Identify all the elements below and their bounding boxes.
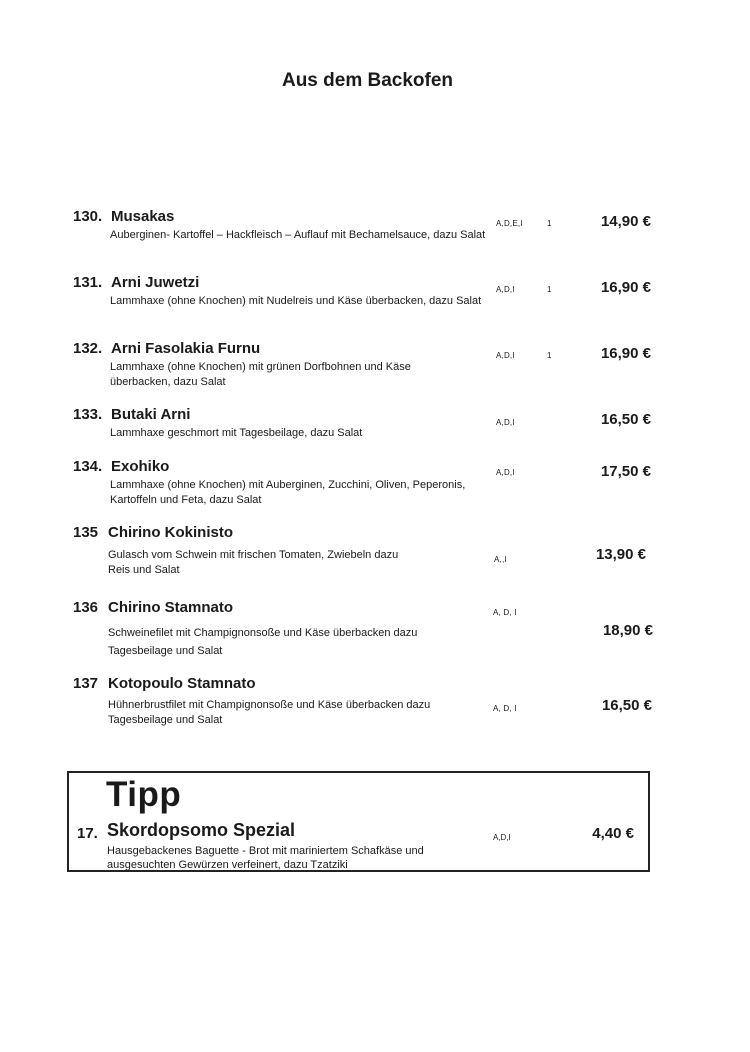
item-description: Schweinefilet mit Champignonsoße und Käse überbacken dazu Tagesbeilage und Salat [108,627,418,657]
item-note: 1 [547,219,552,228]
item-price: 18,90 € [602,622,653,639]
item-description: Lammhaxe geschmort mit Tagesbeilage, dazu Salat [110,427,363,439]
item-number: 133. [73,406,103,423]
item-description: Hühnerbrustfilet mit Champignonsoße und Käse überbacken dazu Tagesbeilage und Salat [108,699,431,726]
item-allergens: A, D, I [493,704,517,713]
item-number: 137 [73,675,99,692]
tipp-item-allergens: A,D,I [493,833,511,842]
item-description: Lammhaxe (ohne Knochen) mit grünen Dorfbohnen und Käse überbacken, dazu Salat [110,361,411,388]
item-name: Butaki Arni [111,406,191,423]
item-number: 130. [73,208,103,225]
item-note: 1 [547,285,552,294]
item-allergens: A, D, I [493,608,517,617]
item-number: 135 [73,524,99,541]
tipp-item-description: Hausgebackenes Baguette - Brot mit mariniertem Schafkäse und ausgesuchten Gewürzen verfeinert, dazu Tzatziki [107,845,424,871]
tipp-box [67,771,650,872]
item-description: Gulasch vom Schwein mit frischen Tomaten, Zwiebeln dazu Reis und Salat [108,549,399,576]
item-name: Kotopoulo Stamnato [108,675,256,692]
item-number: 136 [73,599,99,616]
item-allergens: A,D,I [496,418,515,427]
item-description: Auberginen- Kartoffel – Hackfleisch – Auflauf mit Bechamelsauce, dazu Salat [110,229,486,241]
tipp-item-number: 17. [77,825,98,842]
item-name: Chirino Kokinisto [108,524,233,541]
item-name: Musakas [111,208,175,225]
tipp-item-price: 4,40 € [592,825,634,842]
item-allergens: A,,I [494,555,507,564]
item-price: 13,90 € [595,546,646,563]
item-number: 134. [73,458,103,475]
item-price: 17,50 € [600,463,651,480]
item-price: 14,90 € [600,213,651,230]
item-name: Exohiko [111,458,170,475]
item-name: Arni Juwetzi [111,274,200,291]
item-description: Lammhaxe (ohne Knochen) mit Auberginen, Zucchini, Oliven, Peperonis, Kartoffeln und Feta, dazu Salat [110,479,466,506]
tipp-item-name: Skordopsomo Spezial [107,820,296,840]
item-price: 16,90 € [600,345,651,362]
item-allergens: A,D,I [496,285,515,294]
page-title: Aus dem Backofen [281,70,454,91]
item-price: 16,50 € [600,411,651,428]
item-allergens: A,D,I [496,351,515,360]
item-price: 16,90 € [600,279,651,296]
item-name: Chirino Stamnato [108,599,234,616]
item-name: Arni Fasolakia Furnu [111,340,261,357]
item-note: 1 [547,351,552,360]
item-number: 132. [73,340,103,357]
item-number: 131. [73,274,103,291]
item-allergens: A,D,E,I [496,219,523,228]
item-price: 16,50 € [601,697,652,714]
item-allergens: A,D,I [496,468,515,477]
item-description: Lammhaxe (ohne Knochen) mit Nudelreis und Käse überbacken, dazu Salat [110,295,482,307]
tipp-heading: Tipp [106,775,182,814]
